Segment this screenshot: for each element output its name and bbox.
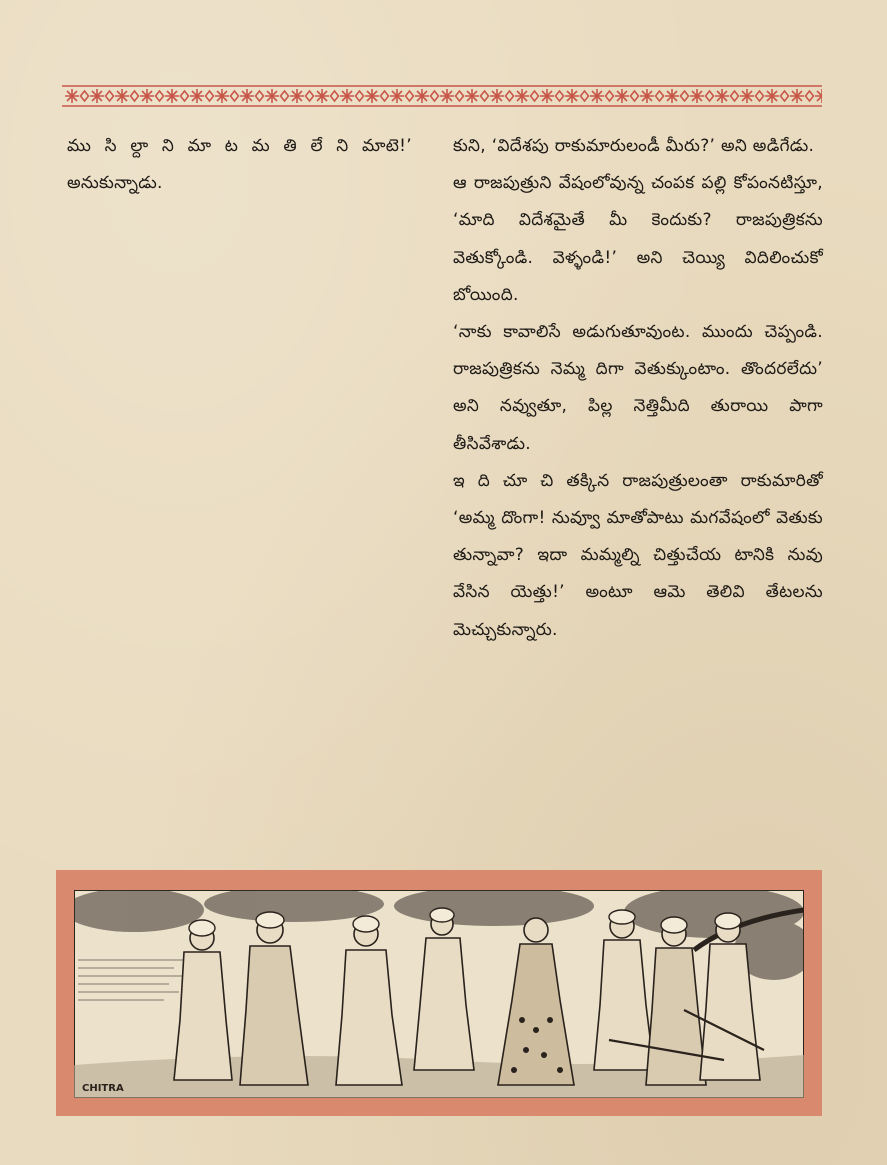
ornament-motif <box>815 89 822 103</box>
ornament-motif <box>765 89 779 103</box>
ornament-diamond <box>106 91 114 101</box>
ornament-motif <box>90 89 104 103</box>
ornament-motif <box>440 89 454 103</box>
ornament-motif <box>140 89 154 103</box>
story-illustration <box>56 870 822 1116</box>
ornament-diamond <box>681 91 689 101</box>
ornament-diamond <box>406 91 414 101</box>
ornament-motif <box>240 89 254 103</box>
ornament-diamond <box>306 91 314 101</box>
ornament-diamond <box>431 91 439 101</box>
ornament-diamond <box>531 91 539 101</box>
ornament-diamond <box>231 91 239 101</box>
paragraph: ము సి ల్దా ని మా ట మ తి లే ని మాటె!’ అనుకున్నాడు. <box>67 136 412 194</box>
ornament-motif <box>690 89 704 103</box>
ornament-diamond <box>706 91 714 101</box>
artist-signature: CHITRA <box>82 1083 124 1094</box>
ornament-motif <box>490 89 504 103</box>
ornament-diamond <box>631 91 639 101</box>
ornament-motif <box>315 89 329 103</box>
ornament-diamond <box>181 91 189 101</box>
ornament-motif <box>340 89 354 103</box>
ornament-motif <box>515 89 529 103</box>
illustration-drawing <box>74 890 804 1098</box>
paragraph: కుని, ‘విదేశపు రాకుమారులండీ మీరు?’ అని అడిగేడు. <box>453 136 815 156</box>
ornament-motif <box>590 89 604 103</box>
ornament-diamond <box>806 91 814 101</box>
ornament-diamond <box>506 91 514 101</box>
ornament-motif <box>665 89 679 103</box>
ornament-diamond <box>656 91 664 101</box>
ornament-motif <box>740 89 754 103</box>
text-column-right <box>453 128 823 649</box>
ornament-motif <box>415 89 429 103</box>
ornament-motif <box>640 89 654 103</box>
ornament-motif <box>365 89 379 103</box>
decorative-border <box>62 84 822 108</box>
ornament-motif <box>115 89 129 103</box>
ornament-diamond <box>206 91 214 101</box>
ornament-diamond <box>381 91 389 101</box>
paragraph: ‘నాకు కావాలిసే అడుగుతూవుంట. ముందు చెప్పండి. రాజపుత్రికను నెమ్మ దిగా వెతుక్కుంటాం. తొందరలేదు’ అని నవ్వుతూ, పిల్ల నెత్తిమీది తురాయి పాగా తీసివేశాడు. <box>453 322 823 454</box>
ornament-motif <box>615 89 629 103</box>
ornament-diamond <box>481 91 489 101</box>
ornament-motif <box>290 89 304 103</box>
paragraph: ఇ ది చూ చి తక్కిన రాజపుత్రులంతా రాకుమారితో ‘అమ్మ దొంగా! నువ్వూ మాతోపాటు మగవేషంలో వెతుకు తున్నావా? ఇదా మమ్మల్ని చిత్తుచేయ టానికి నువు వేసిన యెత్తు!’ అంటూ ఆమె తెలివి తేటలను మెచ్చుకున్నారు. <box>453 470 823 640</box>
ornament-motif <box>65 89 79 103</box>
ornament-diamond <box>556 91 564 101</box>
ornament-diamond <box>581 91 589 101</box>
ornament-diamond <box>81 91 89 101</box>
text-column-left <box>67 128 412 202</box>
ornament-motif <box>790 89 804 103</box>
ornament-motif <box>165 89 179 103</box>
ornament-diamond <box>781 91 789 101</box>
ornament-diamond <box>756 91 764 101</box>
ornament-motif <box>715 89 729 103</box>
ornament-diamond <box>606 91 614 101</box>
ornament-diamond <box>356 91 364 101</box>
ornament-diamond <box>731 91 739 101</box>
ornament-diamond <box>456 91 464 101</box>
ornament-motif <box>190 89 204 103</box>
ornament-motif <box>390 89 404 103</box>
ornament-motif <box>465 89 479 103</box>
ornament-diamond <box>281 91 289 101</box>
ornament-motif <box>540 89 554 103</box>
ornament-diamond <box>256 91 264 101</box>
ornament-diamond <box>131 91 139 101</box>
ornament-diamond <box>331 91 339 101</box>
ornament-motif <box>215 89 229 103</box>
ornament-diamond <box>156 91 164 101</box>
paragraph: ఆ రాజపుత్రుని వేషంలోవున్న చంపక పల్లి కోపంనటిస్తూ, ‘మాది విదేశమైతే మీ కెందుకు? రాజపుత్రికను వెతుక్కోండి. వెళ్ళండి!’ అని చెయ్యి విదిలించుకో బోయింది. <box>453 173 823 305</box>
ornament-motif <box>265 89 279 103</box>
ornament-motif <box>565 89 579 103</box>
